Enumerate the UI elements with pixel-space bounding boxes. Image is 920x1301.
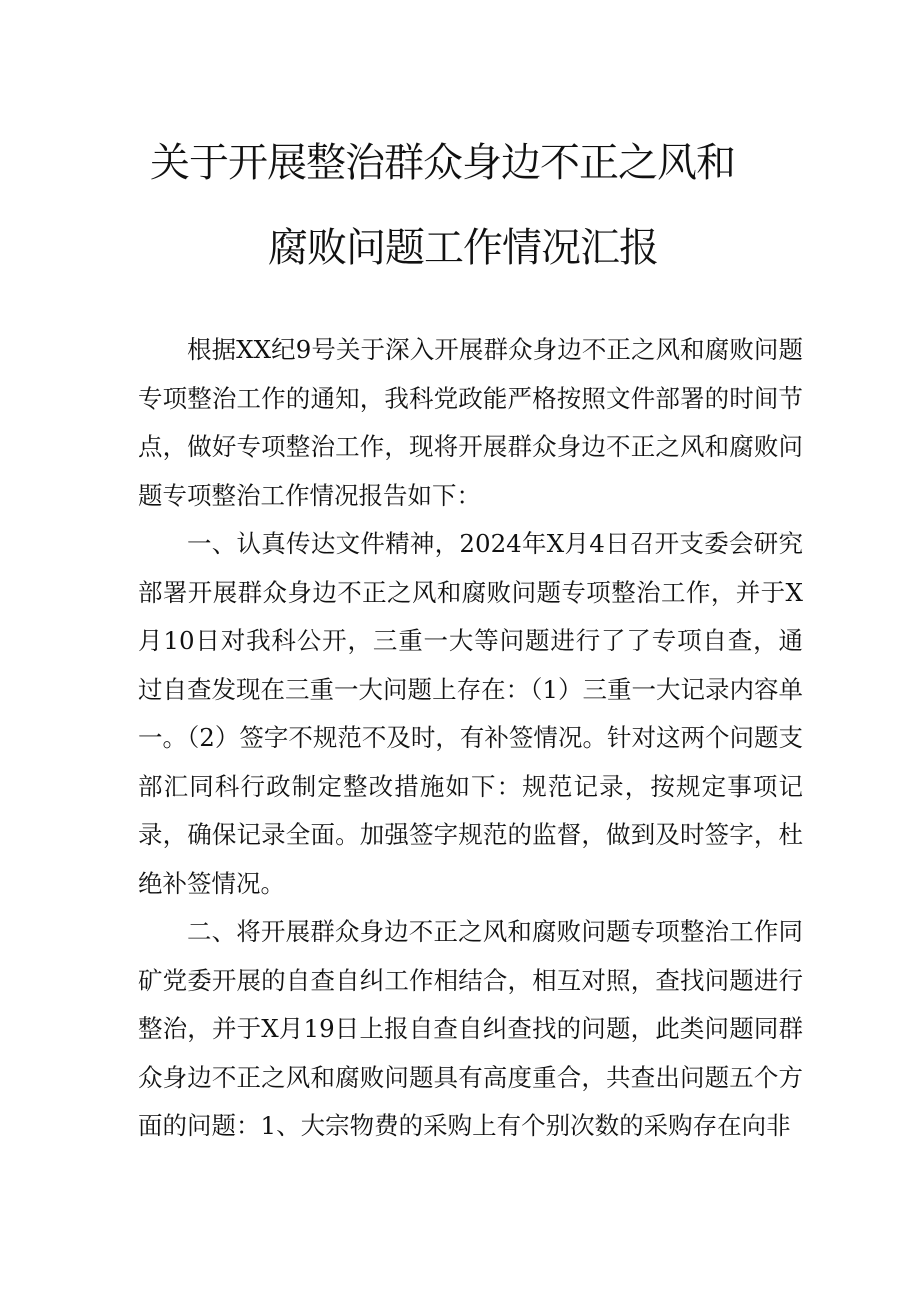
document-body: [138, 326, 803, 1151]
body-paragraph-intro: 根据XX纪9号关于深入开展群众身边不正之风和腐败问题专项整治工作的通知，我科党政能严格按照文件部署的时间节点，做好专项整治工作，现将开展群众身边不正之风和腐败问题专项整治工作情况报告如下：: [138, 335, 803, 510]
document-title-line-2: 腐败问题工作情况汇报: [268, 225, 658, 271]
document-title-line-1: 关于开展整治群众身边不正之风和: [150, 140, 735, 186]
body-paragraph-section-1: 一、认真传达文件精神，2024年X月4日召开支委会研究部署开展群众身边不正之风和腐败问题专项整治工作，并于X月10日对我科公开，三重一大等问题进行了了专项自查，通过自查发现在三重一大问题上存在：（1）三重一大记录内容单一。（2）签字不规范不及时，有补签情况。针对这两个问题支部汇同科行政制定整改措施如下：规范记录，按规定事项记录，确保记录全面。加强签字规范的监督，做到及时签字，杜绝补签情况。: [138, 529, 803, 898]
body-paragraph-section-2: 二、将开展群众身边不正之风和腐败问题专项整治工作同矿党委开展的自查自纠工作相结合，相互对照，查找问题进行整治，并于X月19日上报自查自纠查找的问题，此类问题同群众身边不正之风和腐败问题具有高度重合，共查出问题五个方面的问题：1、大宗物费的采购上有个别次数的采购存在向非: [138, 917, 803, 1140]
